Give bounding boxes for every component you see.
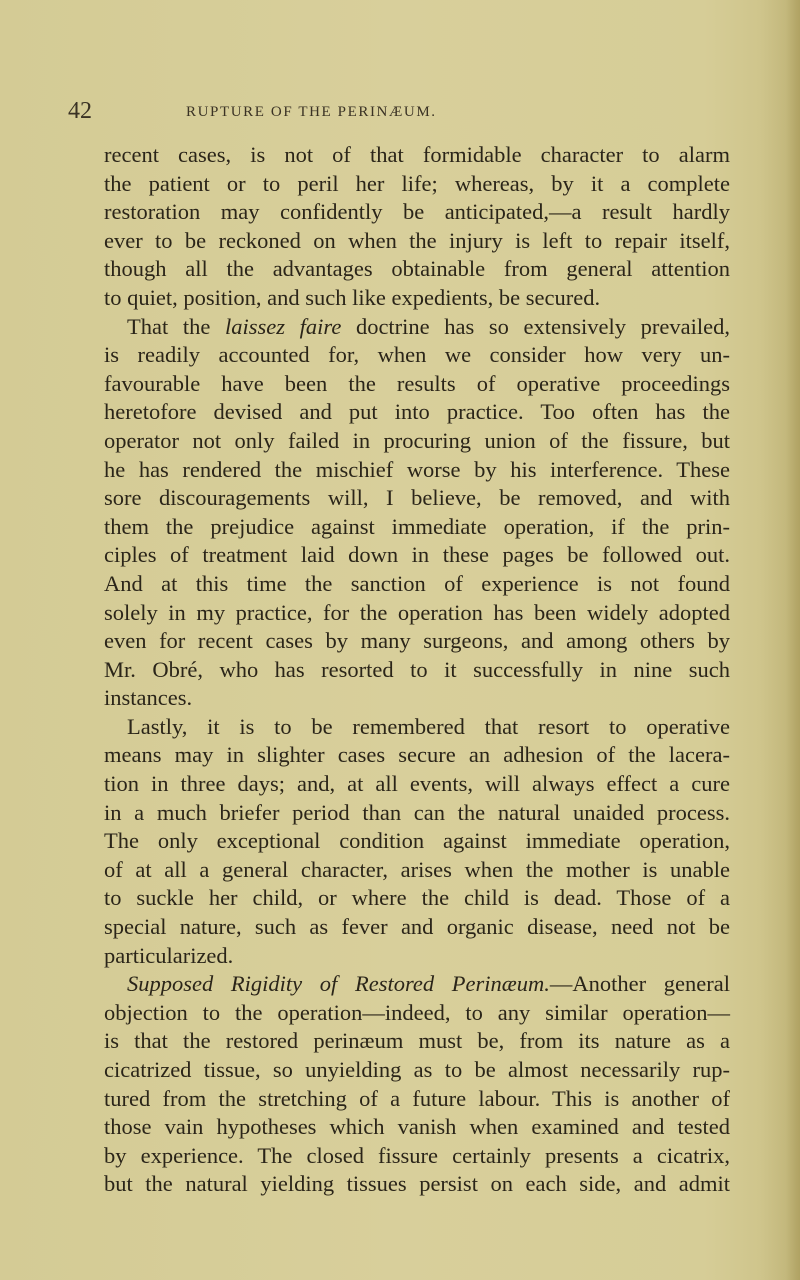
text-line: ciples of treatment laid down in these pages be followed out. [104, 542, 730, 568]
text-line: solely in my practice, for the operation has been widely adopted [104, 599, 730, 625]
text-line: favourable have been the results of operative proceedings [104, 370, 730, 396]
page-header [0, 98, 800, 128]
text-line: is that the restored perinæum must be, from its nature as a [104, 1028, 730, 1054]
text-line: means may in slighter cases secure an adhesion of the lacera- [104, 742, 730, 768]
text-line: restoration may confidently be anticipated,—a result hardly [104, 199, 730, 225]
text-line: in a much briefer period than can the natural unaided process. [104, 799, 730, 825]
text-line: instances. [104, 685, 193, 711]
text-line: to suckle her child, or where the child is dead. Those of a [104, 885, 730, 911]
text-line: cicatrized tissue, so unyielding as to be almost necessarily rup- [104, 1057, 730, 1082]
italic-phrase: laissez faire [225, 313, 342, 339]
running-head: RUPTURE OF THE PERINÆUM. [186, 104, 437, 120]
section-heading-italic: Supposed Rigidity of Restored Perinæum. [127, 971, 550, 997]
text-line: tion in three days; and, at all events, will always effect a cure [104, 771, 730, 797]
text-line: to quiet, position, and such like expedients, be secured. [104, 284, 601, 310]
text-line: special nature, such as fever and organic disease, need not be [104, 914, 730, 940]
paragraph [104, 713, 730, 970]
page-edge-shadow [786, 0, 800, 1280]
text-line: is readily accounted for, when we consider how very un- [104, 342, 730, 368]
text-line: Lastly, it is to be remembered that resort to operative [127, 713, 730, 739]
text-line: Mr. Obré, who has resorted to it successfully in nine such [104, 656, 730, 682]
text-line: objection to the operation—indeed, to any similar operation— [104, 999, 730, 1025]
text-line [104, 313, 730, 342]
text-line [104, 970, 730, 999]
text-line: though all the advantages obtainable from general attention [104, 256, 730, 282]
page-number: 42 [68, 98, 92, 124]
paragraph [104, 970, 730, 1199]
text-line: particularized. [104, 942, 234, 968]
paragraph [104, 141, 730, 313]
text-line: the patient or to peril her life; whereas, by it a complete [104, 170, 730, 196]
text-line: heretofore devised and put into practice. Too often has the [104, 399, 730, 425]
text-line: ever to be reckoned on when the injury is left to repair itself, [104, 227, 730, 253]
text-line: but the natural yielding tissues persist on each side, and admit [104, 1171, 730, 1197]
paragraph [104, 313, 730, 713]
text-run: doctrine has so extensively prevailed, [341, 313, 730, 339]
text-line: And at this time the sanction of experience is not found [104, 570, 730, 596]
text-line: them the prejudice against immediate operation, if the prin- [104, 513, 730, 539]
text-run: That the [127, 313, 225, 339]
text-line: recent cases, is not of that formidable character to alarm [104, 142, 730, 167]
text-line: of at all a general character, arises when the mother is unable [104, 856, 730, 882]
text-line: operator not only failed in procuring union of the fissure, but [104, 427, 730, 453]
text-line: he has rendered the mischief worse by his interference. These [104, 456, 730, 482]
text-line: tured from the stretching of a future labour. This is another of [104, 1085, 730, 1111]
body-text [104, 141, 730, 1199]
text-line: The only exceptional condition against immediate operation, [104, 828, 730, 854]
text-line: by experience. The closed fissure certainly presents a cicatrix, [104, 1142, 730, 1168]
text-line: sore discouragements will, I believe, be removed, and with [104, 485, 730, 511]
text-line: those vain hypotheses which vanish when examined and tested [104, 1114, 730, 1140]
text-line: even for recent cases by many surgeons, and among others by [104, 628, 730, 654]
text-run: —Another general [549, 971, 731, 997]
